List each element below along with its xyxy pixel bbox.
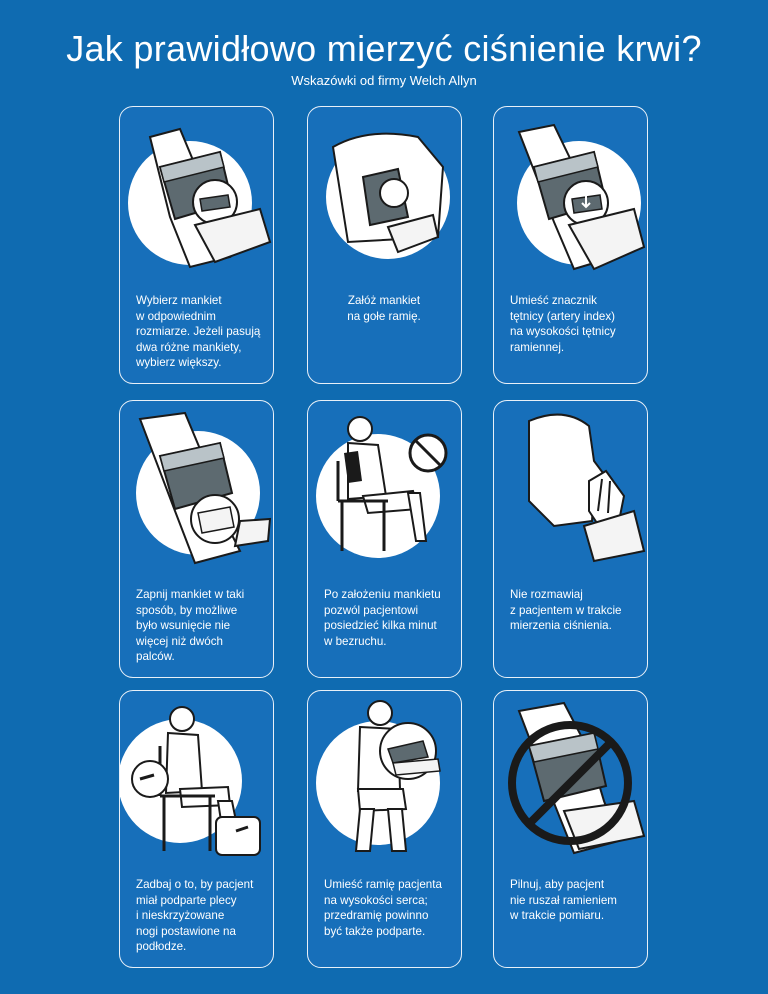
artery-index-illustration xyxy=(494,107,646,277)
arm-heart-level-illustration xyxy=(308,691,460,861)
page-subtitle: Wskazówki od firmy Welch Allyn xyxy=(291,73,477,88)
step-card-2 xyxy=(307,106,462,384)
two-fingers-cuff-illustration xyxy=(120,401,272,571)
page-title: Jak prawidłowo mierzyć ciśnienie krwi? xyxy=(66,28,702,69)
step-card-4 xyxy=(119,400,274,678)
step-card-9 xyxy=(493,690,648,968)
step-caption-6: Nie rozmawiaj z pacjentem w trakcie mierzenia ciśnienia. xyxy=(510,588,622,632)
step-caption-3: Umieść znacznik tętnicy (artery index) na wysokości tętnicy ramiennej. xyxy=(510,294,616,354)
step-card-7 xyxy=(119,690,274,968)
step-caption-5: Po założeniu mankietu pozwól pacjentowi posiedzieć kilka minut w bezruchu. xyxy=(324,588,441,648)
step-card-1 xyxy=(119,106,274,384)
step-caption-4: Zapnij mankiet w taki sposób, by możliwe było wsunięcie nie więcej niż dwóch palców. xyxy=(136,588,245,663)
step-caption-7: Zadbaj o to, by pacjent miał podparte plecy i nieskrzyżowane nogi postawione na podłodze. xyxy=(136,878,254,953)
seated-rest-illustration xyxy=(308,401,460,571)
step-card-6 xyxy=(493,400,648,678)
step-caption-1: Wybierz mankiet w odpowiednim rozmiarze. Jeżeli pasują dwa różne mankiety, wybierz większy. xyxy=(136,294,261,369)
bare-arm-cuff-illustration xyxy=(308,107,460,277)
no-talking-illustration xyxy=(494,401,646,571)
step-caption-2: Załóż mankiet na gołe ramię. xyxy=(347,294,421,323)
step-caption-9: Pilnuj, aby pacjent nie ruszał ramieniem w trakcie pomiaru. xyxy=(510,878,617,922)
no-arm-movement-illustration xyxy=(494,691,646,861)
posture-illustration xyxy=(120,691,272,861)
cuff-size-illustration xyxy=(120,107,272,277)
step-caption-8: Umieść ramię pacjenta na wysokości serca; przedramię powinno być także podparte. xyxy=(324,878,442,938)
step-card-5 xyxy=(307,400,462,678)
step-card-8 xyxy=(307,690,462,968)
step-card-3 xyxy=(493,106,648,384)
